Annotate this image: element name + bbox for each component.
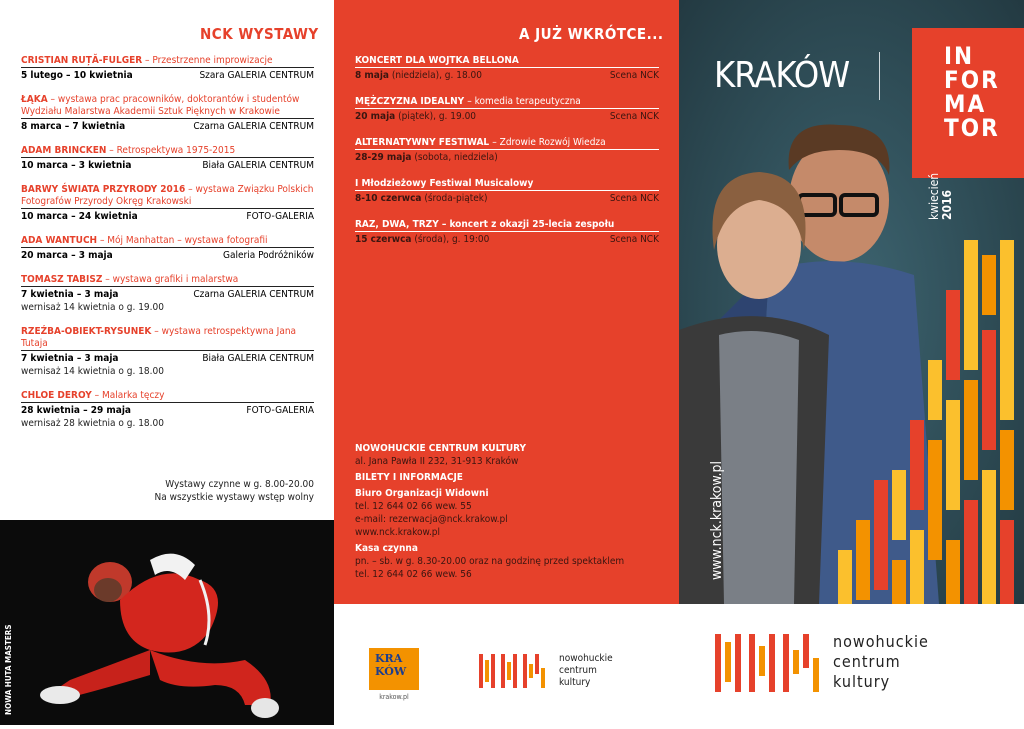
city-title: KRAKÓW	[714, 55, 850, 96]
exhibition-venue: Galeria Podróżników	[223, 250, 314, 261]
event-date-row	[355, 67, 659, 82]
informator-line1: IN	[944, 42, 975, 70]
event-title	[355, 219, 659, 231]
informator-line3: MA	[944, 90, 987, 118]
decorative-bar	[982, 255, 996, 315]
event-name: MĘŻCZYZNA IDEALNY	[355, 96, 465, 107]
exhibition-item	[21, 145, 314, 172]
exhibition-artist: ADAM BRINCKEN	[21, 145, 107, 156]
decorative-bar	[964, 380, 978, 480]
event-date-row	[355, 108, 659, 123]
decorative-bar	[928, 360, 942, 420]
exhibition-artist: ADA WANTUCH	[21, 235, 98, 246]
nck-logo-mark-large	[715, 634, 825, 692]
event-date-row	[355, 149, 659, 164]
exhibition-venue: FOTO-GALERIA	[246, 405, 314, 416]
box-office-phone: tel. 12 644 02 66 wew. 56	[355, 569, 472, 580]
exhibition-description: – Malarka tęczy	[94, 390, 165, 401]
box-office-heading: Kasa czynna	[355, 543, 418, 554]
event-when	[355, 152, 498, 164]
event-item	[355, 178, 659, 205]
decorative-bar	[946, 290, 960, 380]
decorative-bar	[1000, 430, 1014, 510]
decorative-bar	[874, 480, 888, 590]
office-phone: tel. 12 644 02 66 wew. 55	[355, 501, 472, 512]
event-title	[355, 55, 659, 67]
decorative-bar	[946, 400, 960, 510]
exhibition-title	[21, 390, 314, 402]
event-date-row	[355, 190, 659, 205]
krakow-logo-url: krakow.pl	[379, 693, 409, 701]
event-name: I Młodzieżowy Festiwal Musicalowy	[355, 178, 534, 189]
event-time: (środa-piątek)	[424, 193, 488, 204]
decorative-bars	[679, 0, 1024, 604]
decorative-bar	[1000, 240, 1014, 420]
exhibition-description: – Przestrzenne improwizacje	[145, 55, 273, 66]
exhibition-dates: 28 kwietnia – 29 maja	[21, 405, 131, 416]
event-subtitle: – Zdrowie Rozwój Wiedza	[492, 137, 606, 148]
decorative-bar	[892, 560, 906, 604]
exhibition-artist: ŁĄKA	[21, 94, 48, 105]
krakow-logo	[369, 648, 419, 704]
office-heading: Biuro Organizacji Widowni	[355, 488, 489, 499]
event-title	[355, 137, 659, 149]
exhibition-description: – wystawa retrospektywna Jana Tutaja	[21, 326, 297, 349]
event-venue: Scena NCK	[609, 193, 659, 204]
exhibition-venue: Biała GALERIA CENTRUM	[202, 160, 314, 171]
event-item	[355, 137, 659, 164]
decorative-bar	[928, 440, 942, 560]
exhibition-item	[21, 390, 314, 430]
exhibition-description: – wystawa prac pracowników, doktorantów i studentów Wydziału Malarstwa Akademii Sztuk Pięknych w Krakowie	[21, 94, 300, 117]
exhibition-venue: Czarna GALERIA CENTRUM	[193, 121, 314, 132]
exhibition-title	[21, 184, 314, 208]
issue-year: 2016	[940, 189, 954, 220]
event-when	[355, 193, 488, 205]
event-when	[355, 234, 489, 246]
exhibition-dates-row	[21, 208, 314, 223]
event-date: 8-10 czerwca	[355, 193, 422, 204]
event-venue: Scena NCK	[609, 234, 659, 245]
exhibition-artist: TOMASZ TABISZ	[21, 274, 103, 285]
event-item	[355, 96, 659, 123]
event-date: 15 czerwca	[355, 234, 412, 245]
event-time: (sobota, niedziela)	[414, 152, 498, 163]
event-subtitle: – komedia terapeutyczna	[467, 96, 581, 107]
exhibitions-heading: NCK WYSTAWY	[200, 25, 319, 43]
upcoming-heading: A JUŻ WKRÓTCE...	[519, 25, 664, 43]
org-address: al. Jana Pawła II 232, 31-913 Kraków	[355, 456, 519, 467]
decorative-bar	[964, 500, 978, 604]
exhibition-description: – Mój Manhattan – wystawa fotografii	[99, 235, 268, 246]
exhibition-description: – wystawa grafiki i malarstwa	[105, 274, 239, 285]
event-title	[355, 178, 659, 190]
tickets-heading: BILETY I INFORMACJE	[355, 472, 463, 483]
event-time: (piątek), g. 19.00	[398, 111, 477, 122]
cover-panel	[679, 0, 1024, 725]
event-name: ALTERNATYWNY FESTIWAL	[355, 137, 490, 148]
exhibition-dates: 20 marca – 3 maja	[21, 250, 113, 261]
decorative-bar	[910, 530, 924, 604]
exhibitions-panel	[0, 0, 334, 725]
logo-small-line2: centrum	[559, 665, 597, 676]
event-time: (niedziela), g. 18.00	[391, 70, 482, 81]
exhibition-venue: FOTO-GALERIA	[246, 211, 314, 222]
event-item	[355, 55, 659, 82]
exhibition-venue: Czarna GALERIA CENTRUM	[193, 289, 314, 300]
logo-small-line1: nowohuckie	[559, 653, 613, 664]
exhibition-title	[21, 94, 314, 118]
event-venue: Scena NCK	[609, 111, 659, 122]
exhibition-dates-row	[21, 350, 314, 365]
website-vertical[interactable]: www.nck.krakow.pl	[709, 460, 725, 580]
exhibition-dates-row	[21, 402, 314, 417]
photo-caption: NOWA HUTA MASTERS	[4, 624, 13, 715]
event-when	[355, 70, 482, 82]
issue-month: kwiecień	[927, 172, 941, 220]
decorative-bar	[982, 470, 996, 604]
event-date-row	[355, 231, 659, 246]
box-office-hours: pn. – sb. w g. 8.30-20.00 oraz na godzinę przed spektaklem	[355, 556, 625, 567]
exhibition-dates-row	[21, 118, 314, 133]
exhibition-opening-note: wernisaż 28 kwietnia o g. 18.00	[21, 418, 164, 429]
exhibition-venue: Biała GALERIA CENTRUM	[202, 353, 314, 364]
office-email[interactable]: e-mail: rezerwacja@nck.krakow.pl	[355, 514, 508, 525]
logo-small-line3: kultury	[559, 677, 591, 688]
exhibition-opening-note: wernisaż 14 kwietnia o g. 19.00	[21, 302, 164, 313]
decorative-bar	[982, 330, 996, 450]
org-name: NOWOHUCKIE CENTRUM KULTURY	[355, 443, 527, 454]
exhibition-dates-row	[21, 286, 314, 301]
exhibition-dates: 7 kwietnia – 3 maja	[21, 353, 119, 364]
informator-line4: TOR	[944, 114, 1000, 142]
exhibition-title	[21, 326, 314, 350]
exhibition-description: – Retrospektywa 1975-2015	[109, 145, 236, 156]
opening-hours: Wystawy czynne w g. 8.00-20.00	[165, 479, 314, 490]
krakow-logo-line1: KRA	[375, 652, 403, 665]
logo-big-line1: nowohuckie	[833, 632, 929, 651]
decorative-bar	[856, 520, 870, 600]
exhibition-dates: 5 lutego – 10 kwietnia	[21, 70, 133, 81]
exhibition-item	[21, 274, 314, 314]
logo-big-line2: centrum	[833, 652, 901, 671]
events-list	[355, 55, 659, 260]
office-website[interactable]: www.nck.krakow.pl	[355, 527, 441, 538]
free-entry-note: Na wszystkie wystawy wstęp wolny	[154, 492, 314, 503]
event-date: 20 maja	[355, 111, 396, 122]
decorative-bar	[964, 240, 978, 370]
exhibition-item	[21, 326, 314, 378]
event-name: KONCERT DLA WOJTKA BELLONA	[355, 55, 519, 66]
exhibitions-list	[21, 55, 314, 442]
exhibition-item	[21, 55, 314, 82]
exhibition-artist: RZEŹBA-OBIEKT-RYSUNEK	[21, 326, 152, 337]
exhibition-artist: CHLOE DEROY	[21, 390, 92, 401]
exhibition-description: – wystawa Związku Polskich Fotografów Przyrody Okręg Krakowski	[21, 184, 314, 207]
exhibition-dates: 7 kwietnia – 3 maja	[21, 289, 119, 300]
nck-logo-text-large	[833, 632, 929, 692]
logo-big-line3: kultury	[833, 672, 891, 691]
exhibition-dates: 10 marca – 24 kwietnia	[21, 211, 138, 222]
event-time: (środa), g. 19:00	[414, 234, 490, 245]
decorative-bar	[892, 470, 906, 540]
exhibition-venue: Szara GALERIA CENTRUM	[199, 70, 314, 81]
exhibition-dates-row	[21, 157, 314, 172]
event-date: 8 maja	[355, 70, 389, 81]
exhibition-dates-row	[21, 67, 314, 82]
nck-logo-mark-small	[479, 654, 551, 688]
exhibition-item	[21, 235, 314, 262]
exhibition-dates-row	[21, 247, 314, 262]
event-venue: Scena NCK	[609, 70, 659, 81]
krakow-logo-line2: KÓW	[375, 665, 407, 678]
exhibition-artist: CRISTIAN RUȚĂ-FULGER	[21, 55, 143, 66]
informator-line2: FOR	[944, 66, 1000, 94]
exhibition-title	[21, 235, 314, 247]
decorative-bar	[910, 420, 924, 510]
event-item	[355, 219, 659, 246]
exhibition-item	[21, 94, 314, 133]
decorative-bar	[838, 550, 852, 604]
upcoming-panel	[334, 0, 679, 725]
decorative-bar	[946, 540, 960, 604]
exhibition-dates: 8 marca – 7 kwietnia	[21, 121, 126, 132]
event-when	[355, 111, 476, 123]
exhibition-opening-note: wernisaż 14 kwietnia o g. 18.00	[21, 366, 164, 377]
exhibition-artist: BARWY ŚWIATA PRZYRODY 2016	[21, 184, 186, 195]
contact-info	[355, 442, 659, 581]
event-title	[355, 96, 659, 108]
exhibition-dates: 10 marca – 3 kwietnia	[21, 160, 132, 171]
event-name: RAZ, DWA, TRZY – koncert z okazji 25-lecia zespołu	[355, 219, 615, 230]
nck-logo-text-small	[559, 653, 613, 689]
exhibition-item	[21, 184, 314, 223]
dancer-photo	[0, 520, 334, 725]
exhibition-title	[21, 145, 314, 157]
decorative-bar	[1000, 520, 1014, 604]
event-date: 28-29 maja	[355, 152, 412, 163]
exhibition-title	[21, 55, 314, 67]
exhibition-title	[21, 274, 314, 286]
